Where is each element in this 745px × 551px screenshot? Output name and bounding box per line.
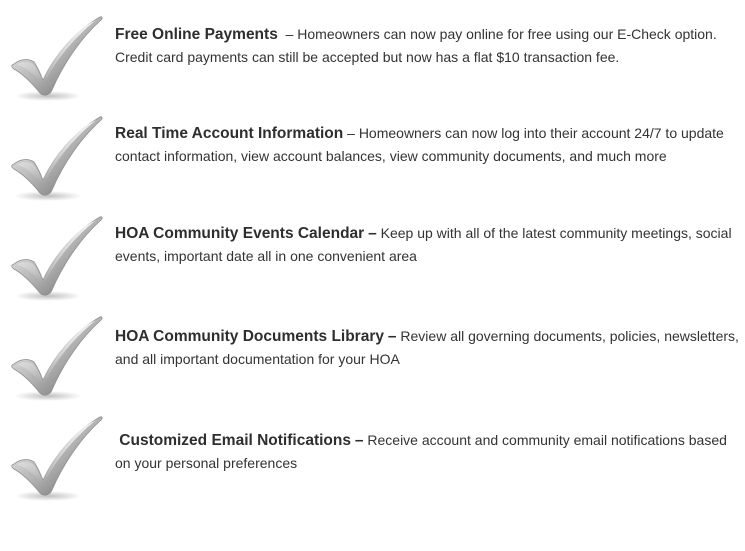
- feature-customized-email-notifications: [0, 412, 745, 512]
- feature-text: [115, 429, 740, 475]
- checkmark-icon: [8, 12, 104, 102]
- checkmark-icon: [8, 212, 104, 302]
- feature-description: Keep up with all of the latest community meetings, social events, important date all in one convenient area: [115, 225, 732, 264]
- feature-title: Free Online Payments: [115, 26, 278, 43]
- feature-free-online-payments: [0, 12, 745, 112]
- feature-text: [115, 325, 740, 371]
- feature-text: [115, 23, 740, 69]
- feature-description: Homeowners can now pay online for free using our E-Check option. Credit card payments can still be accepted but now has a flat $10 transaction fee.: [115, 26, 717, 65]
- feature-real-time-account-information: [0, 112, 745, 212]
- feature-title: Customized Email Notifications: [115, 432, 351, 449]
- feature-description: Review all governing documents, policies, newsletters, and all important documentation for your HOA: [115, 328, 739, 367]
- feature-text: [115, 122, 740, 168]
- feature-description: Homeowners can now log into their account 24/7 to update contact information, view account balances, view community documents, and much more: [115, 125, 724, 164]
- feature-hoa-community-documents-library: [0, 312, 745, 412]
- feature-separator: –: [277, 26, 294, 42]
- feature-separator: –: [387, 328, 397, 345]
- feature-text: [115, 222, 740, 268]
- checkmark-icon: [8, 112, 104, 202]
- feature-hoa-community-events-calendar: [0, 212, 745, 312]
- feature-title: Real Time Account Information: [115, 125, 344, 142]
- feature-separator: –: [354, 432, 364, 449]
- feature-description: Receive account and community email notifications based on your personal preferences: [115, 432, 727, 471]
- checkmark-icon: [8, 412, 104, 502]
- checkmark-icon: [8, 312, 104, 402]
- feature-title: HOA Community Documents Library: [115, 328, 384, 345]
- feature-title: HOA Community Events Calendar: [115, 225, 365, 242]
- feature-separator: –: [347, 125, 355, 141]
- feature-separator: –: [368, 225, 377, 242]
